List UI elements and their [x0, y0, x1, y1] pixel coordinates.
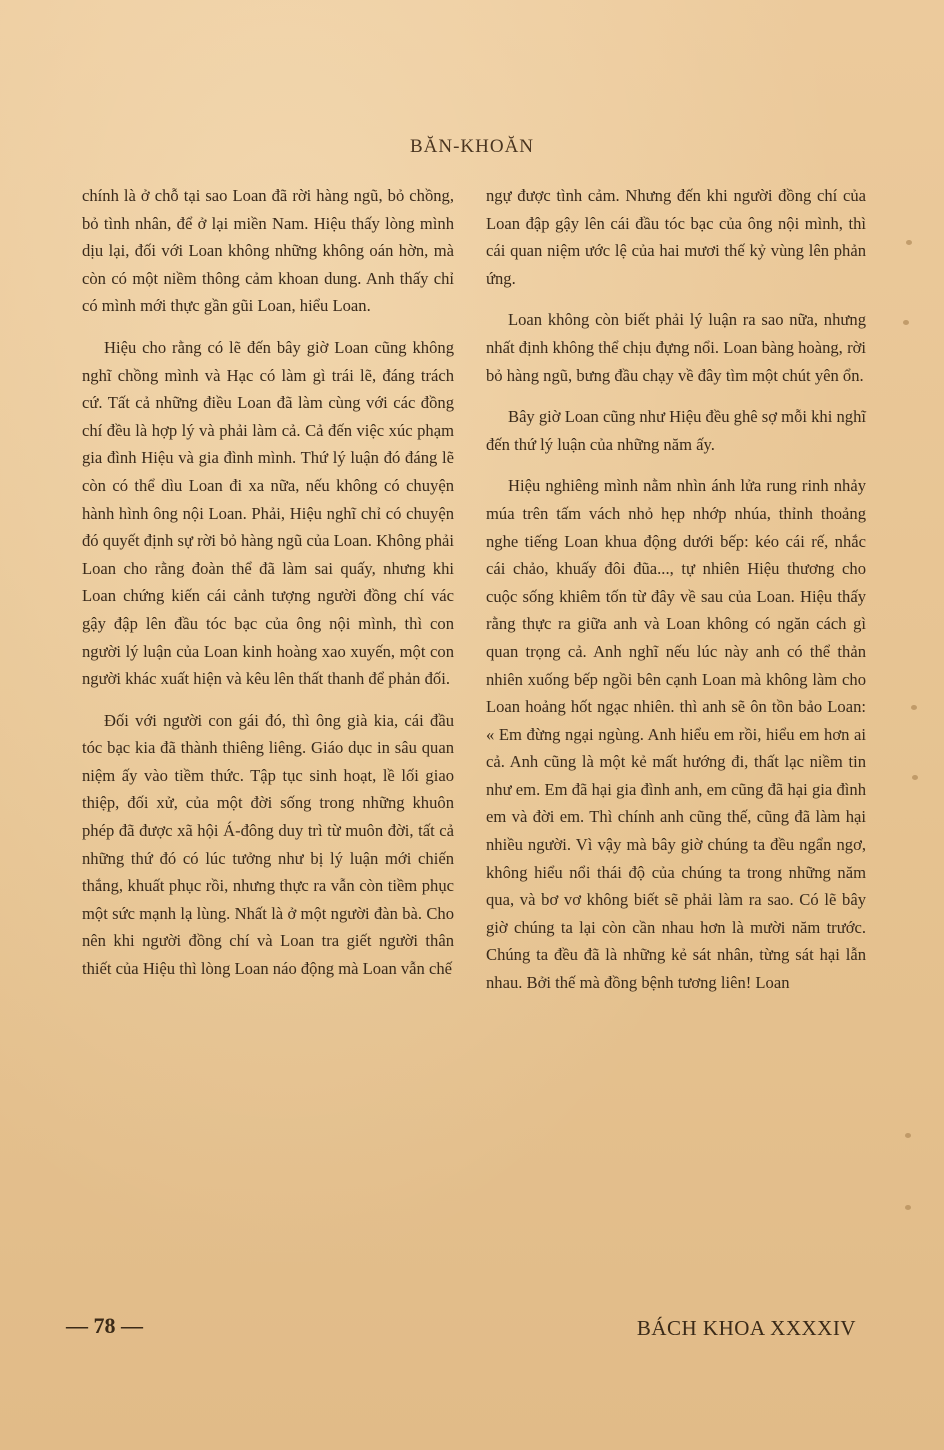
paragraph: Hiệu nghiêng mình nằm nhìn ánh lửa rung rinh nhảy múa trên tấm vách nhỏ hẹp nhớp nhúa, thỉnh thoảng nghe tiếng Loan khua động dưới bếp: kéo cái rế, nhắc cái chảo, khuấy đôi đũa..., tự nhiên Hiệu thương cho cuộc sống khiêm tốn từ đây về sau của Loan. Hiệu thấy rằng thực ra giữa anh và Loan không có ngăn cách gì quan trọng cả. Anh nghĩ nếu lúc này anh có thể thản nhiên xuống bếp ngồi bên cạnh Loan mà không làm cho Loan hoảng hốt ngạc nhiên. thì anh sẽ ôn tồn bảo Loan: « Em đừng ngại ngùng. Anh hiểu em rồi, hiểu em hơn ai cả. Anh cũng là một kẻ mất hướng đi, thất lạc niềm tin như em. Em đã hại gia đình anh, em cũng đã hại gia đình em và đời em. Thì chính anh cũng thế, cũng đã làm hại nhiều người. Vì vậy mà bây giờ chúng ta đều ngẩn ngơ, không hiểu nổi thái độ của chúng ta trong những năm qua, và bơ vơ không biết sẽ phải làm ra sao. Có lẽ bây giờ chúng ta lại còn cần nhau hơn là mười năm trước. Chúng ta đều đã là những kẻ sát nhân, từng sát hại lẫn nhau. Bởi thế mà đồng bệnh tương liên! Loan: [486, 476, 866, 993]
paragraph: ngự được tình cảm. Nhưng đến khi người đồng chí của Loan đập gậy lên cái đầu tóc bạc của ông nội mình, thì cái quan niệm ước lệ của hai mươi thế kỷ vùng lên phản ứng.: [486, 186, 866, 288]
paper-stain: [905, 1205, 911, 1210]
publication-title: BÁCH KHOA XXXXIV: [636, 1316, 856, 1340]
paragraph: chính là ở chỗ tại sao Loan đã rời hàng ngũ, bỏ chồng, bỏ tình nhân, để ở lại miền Nam. Hiệu thấy lòng mình dịu lại, đối với Loan không những không oán hờn, mà còn có một niềm thông cảm khoan dung. Anh thấy chỉ có mình mới thực gần gũi Loan, hiểu Loan.: [82, 186, 454, 316]
left-column: [82, 182, 454, 997]
right-column: [486, 182, 866, 1011]
paper-stain: [911, 705, 917, 710]
paper-stain: [912, 775, 918, 780]
paper-stain: [903, 320, 909, 325]
paper-stain: [906, 240, 912, 245]
paragraph: Bây giờ Loan cũng như Hiệu đều ghê sợ mỗi khi nghĩ đến thứ lý luận của những năm ấy.: [486, 407, 866, 454]
paragraph: Hiệu cho rằng có lẽ đến bây giờ Loan cũng không nghĩ chồng mình và Hạc có làm gì trái lẽ, đáng trách cứ. Tất cả những điều Loan đã làm cùng với các đồng chí đều là hợp lý và phải làm cả. Cả đến việc xúc phạm gia đình Hiệu và gia đình mình. Thứ lý luận đó đáng lẽ còn có thể dìu Loan đi xa nữa, nếu không có chuyện hành hình ông nội Loan. Phải, Hiệu nghĩ chỉ có chuyện đó quyết định sự rời bỏ hàng ngũ của Loan. Không phải Loan cho rằng đoàn thể đã làm sai quấy, nhưng khi Loan chứng kiến cái cảnh tượng người đồng chí vác gậy đập lên đầu tóc bạc của ông nội mình, thì con người lý luận của Loan kinh hoàng xao xuyến, một con người khác xuất hiện và kêu lên thất thanh để phản đối.: [82, 337, 454, 689]
page-number: — 78 —: [66, 1313, 143, 1338]
running-title: BĂN-KHOĂN: [409, 136, 535, 157]
paragraph: Đối với người con gái đó, thì ông già kia, cái đầu tóc bạc kia đã thành thiêng liêng. Giáo dục in sâu quan niệm ấy vào tiềm thức. Tập tục sinh hoạt, lề lối giao thiệp, đối xử, của một đời sống trong những khuôn phép đã được xã hội Á-đông duy trì từ muôn đời, tất cả những thứ đó có lúc tưởng như bị lý luận mới chiến thắng, khuất phục rồi, nhưng thực ra vẫn còn tiềm phục một sức mạnh lạ lùng. Nhất là ở một người đàn bà. Cho nên khi người đồng chí và Loan tra giết người thân thiết của Hiệu thì lòng Loan náo động mà Loan vẫn chế: [82, 710, 454, 979]
paper-stain: [905, 1133, 911, 1138]
paragraph: Loan không còn biết phải lý luận ra sao nữa, nhưng nhất định không thể chịu đựng nổi. Loan bàng hoàng, rời bỏ hàng ngũ, bưng đầu chạy về đây tìm một chút yên ổn.: [486, 310, 866, 385]
